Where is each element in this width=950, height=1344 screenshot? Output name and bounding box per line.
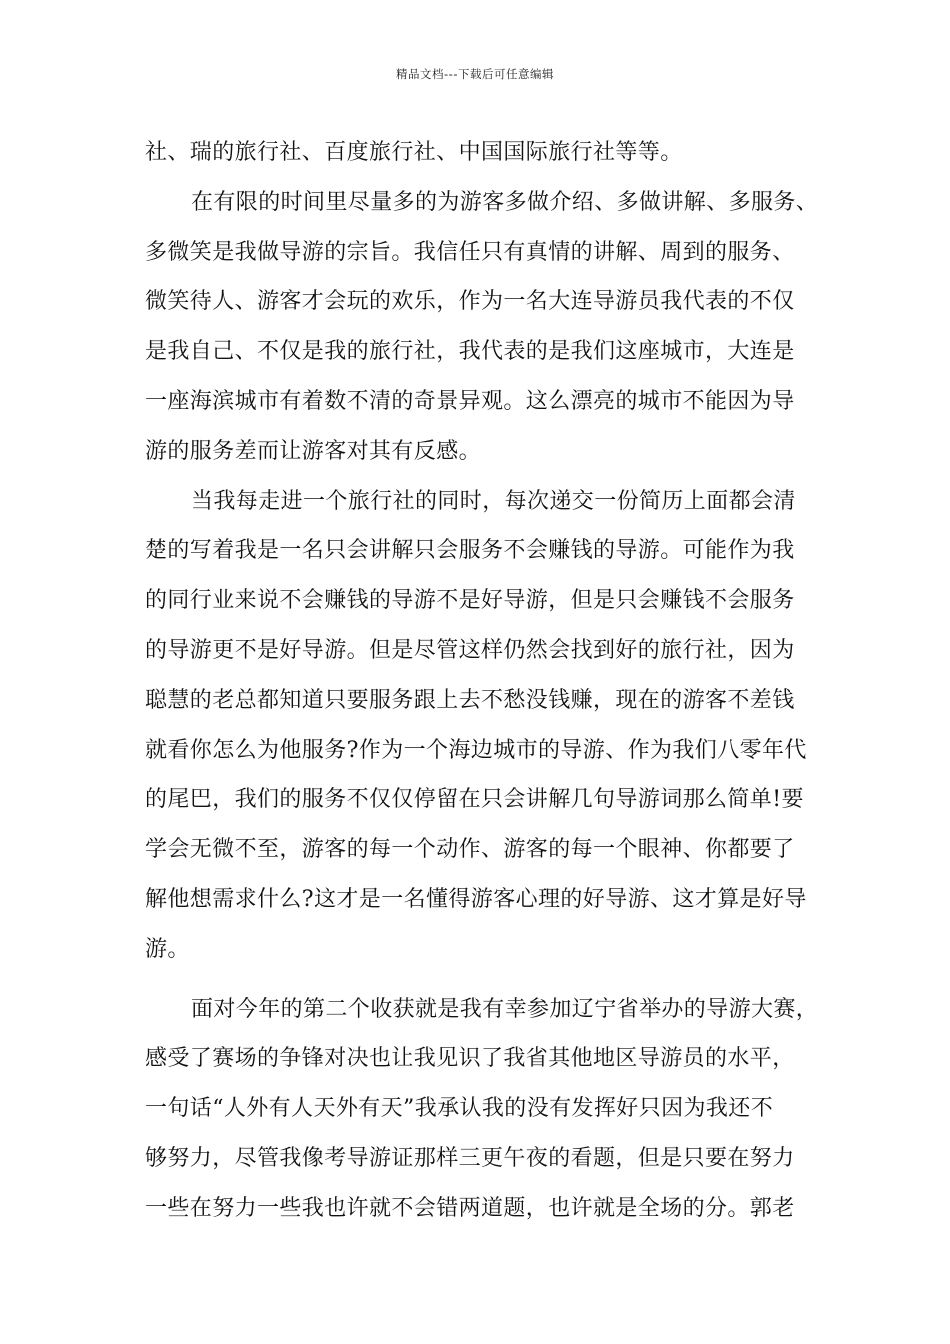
text-line: 当我每走进一个旅行社的同时，每次递交一份简历上面都会清: [191, 488, 796, 514]
document-body: [145, 128, 845, 1234]
text-line: 的导游更不是好导游。但是尽管这样仍然会找到好的旅行社，因为: [145, 637, 795, 663]
text-line: 聪慧的老总都知道只要服务跟上去不愁没钱赚，现在的游客不差钱: [145, 687, 795, 713]
text-line: 社、瑞的旅行社、百度旅行社、中国国际旅行社等等。: [145, 140, 683, 165]
text-line: 是我自己、不仅是我的旅行社，我代表的是我们这座城市，大连是: [145, 339, 795, 365]
text-line: 多微笑是我做导游的宗旨。我信任只有真情的讲解、周到的服务、: [145, 239, 795, 265]
paragraph-gap: [145, 975, 845, 985]
text-line: 的同行业来说不会赚钱的导游不是好导游，但是只会赚钱不会服务: [145, 588, 795, 614]
text-line: 就看你怎么为他服务?作为一个海边城市的导游、作为我们八零年代: [145, 737, 807, 763]
text-line: 的尾巴，我们的服务不仅仅停留在只会讲解几句导游词那么简单!要: [145, 787, 804, 813]
text-line: 微笑待人、游客才会玩的欢乐，作为一名大连导游员我代表的不仅: [145, 289, 795, 315]
text-line: 学会无微不至，游客的每一个动作、游客的每一个眼神、你都要了: [145, 837, 795, 863]
text-line: 游。: [145, 936, 190, 962]
text-line: 楚的写着我是一名只会讲解只会服务不会赚钱的导游。可能作为我: [145, 538, 795, 564]
text-line: 面对今年的第二个收获就是我有幸参加辽宁省举办的导游大赛，: [191, 996, 819, 1022]
text-line: 一句话“人外有人天外有天”我承认我的没有发挥好只因为我还不: [145, 1096, 774, 1122]
text-line: 感受了赛场的争锋对决也让我见识了我省其他地区导游员的水平，: [145, 1046, 795, 1072]
text-line: 在有限的时间里尽量多的为游客多做介绍、多做讲解、多服务、: [191, 189, 819, 215]
text-line: 解他想需求什么?这才是一名懂得游客心理的好导游、这才算是好导: [145, 886, 807, 912]
text-line: 够努力，尽管我像考导游证那样三更午夜的看题，但是只要在努力: [145, 1145, 795, 1171]
text-line: 一座海滨城市有着数不清的奇景异观。这么漂亮的城市不能因为导: [145, 388, 795, 414]
text-line: 游的服务差而让游客对其有反感。: [145, 438, 482, 464]
text-line: 一些在努力一些我也许就不会错两道题，也许就是全场的分。郭老: [145, 1195, 795, 1221]
page-header: 精品文档---下载后可任意编辑: [396, 67, 554, 81]
